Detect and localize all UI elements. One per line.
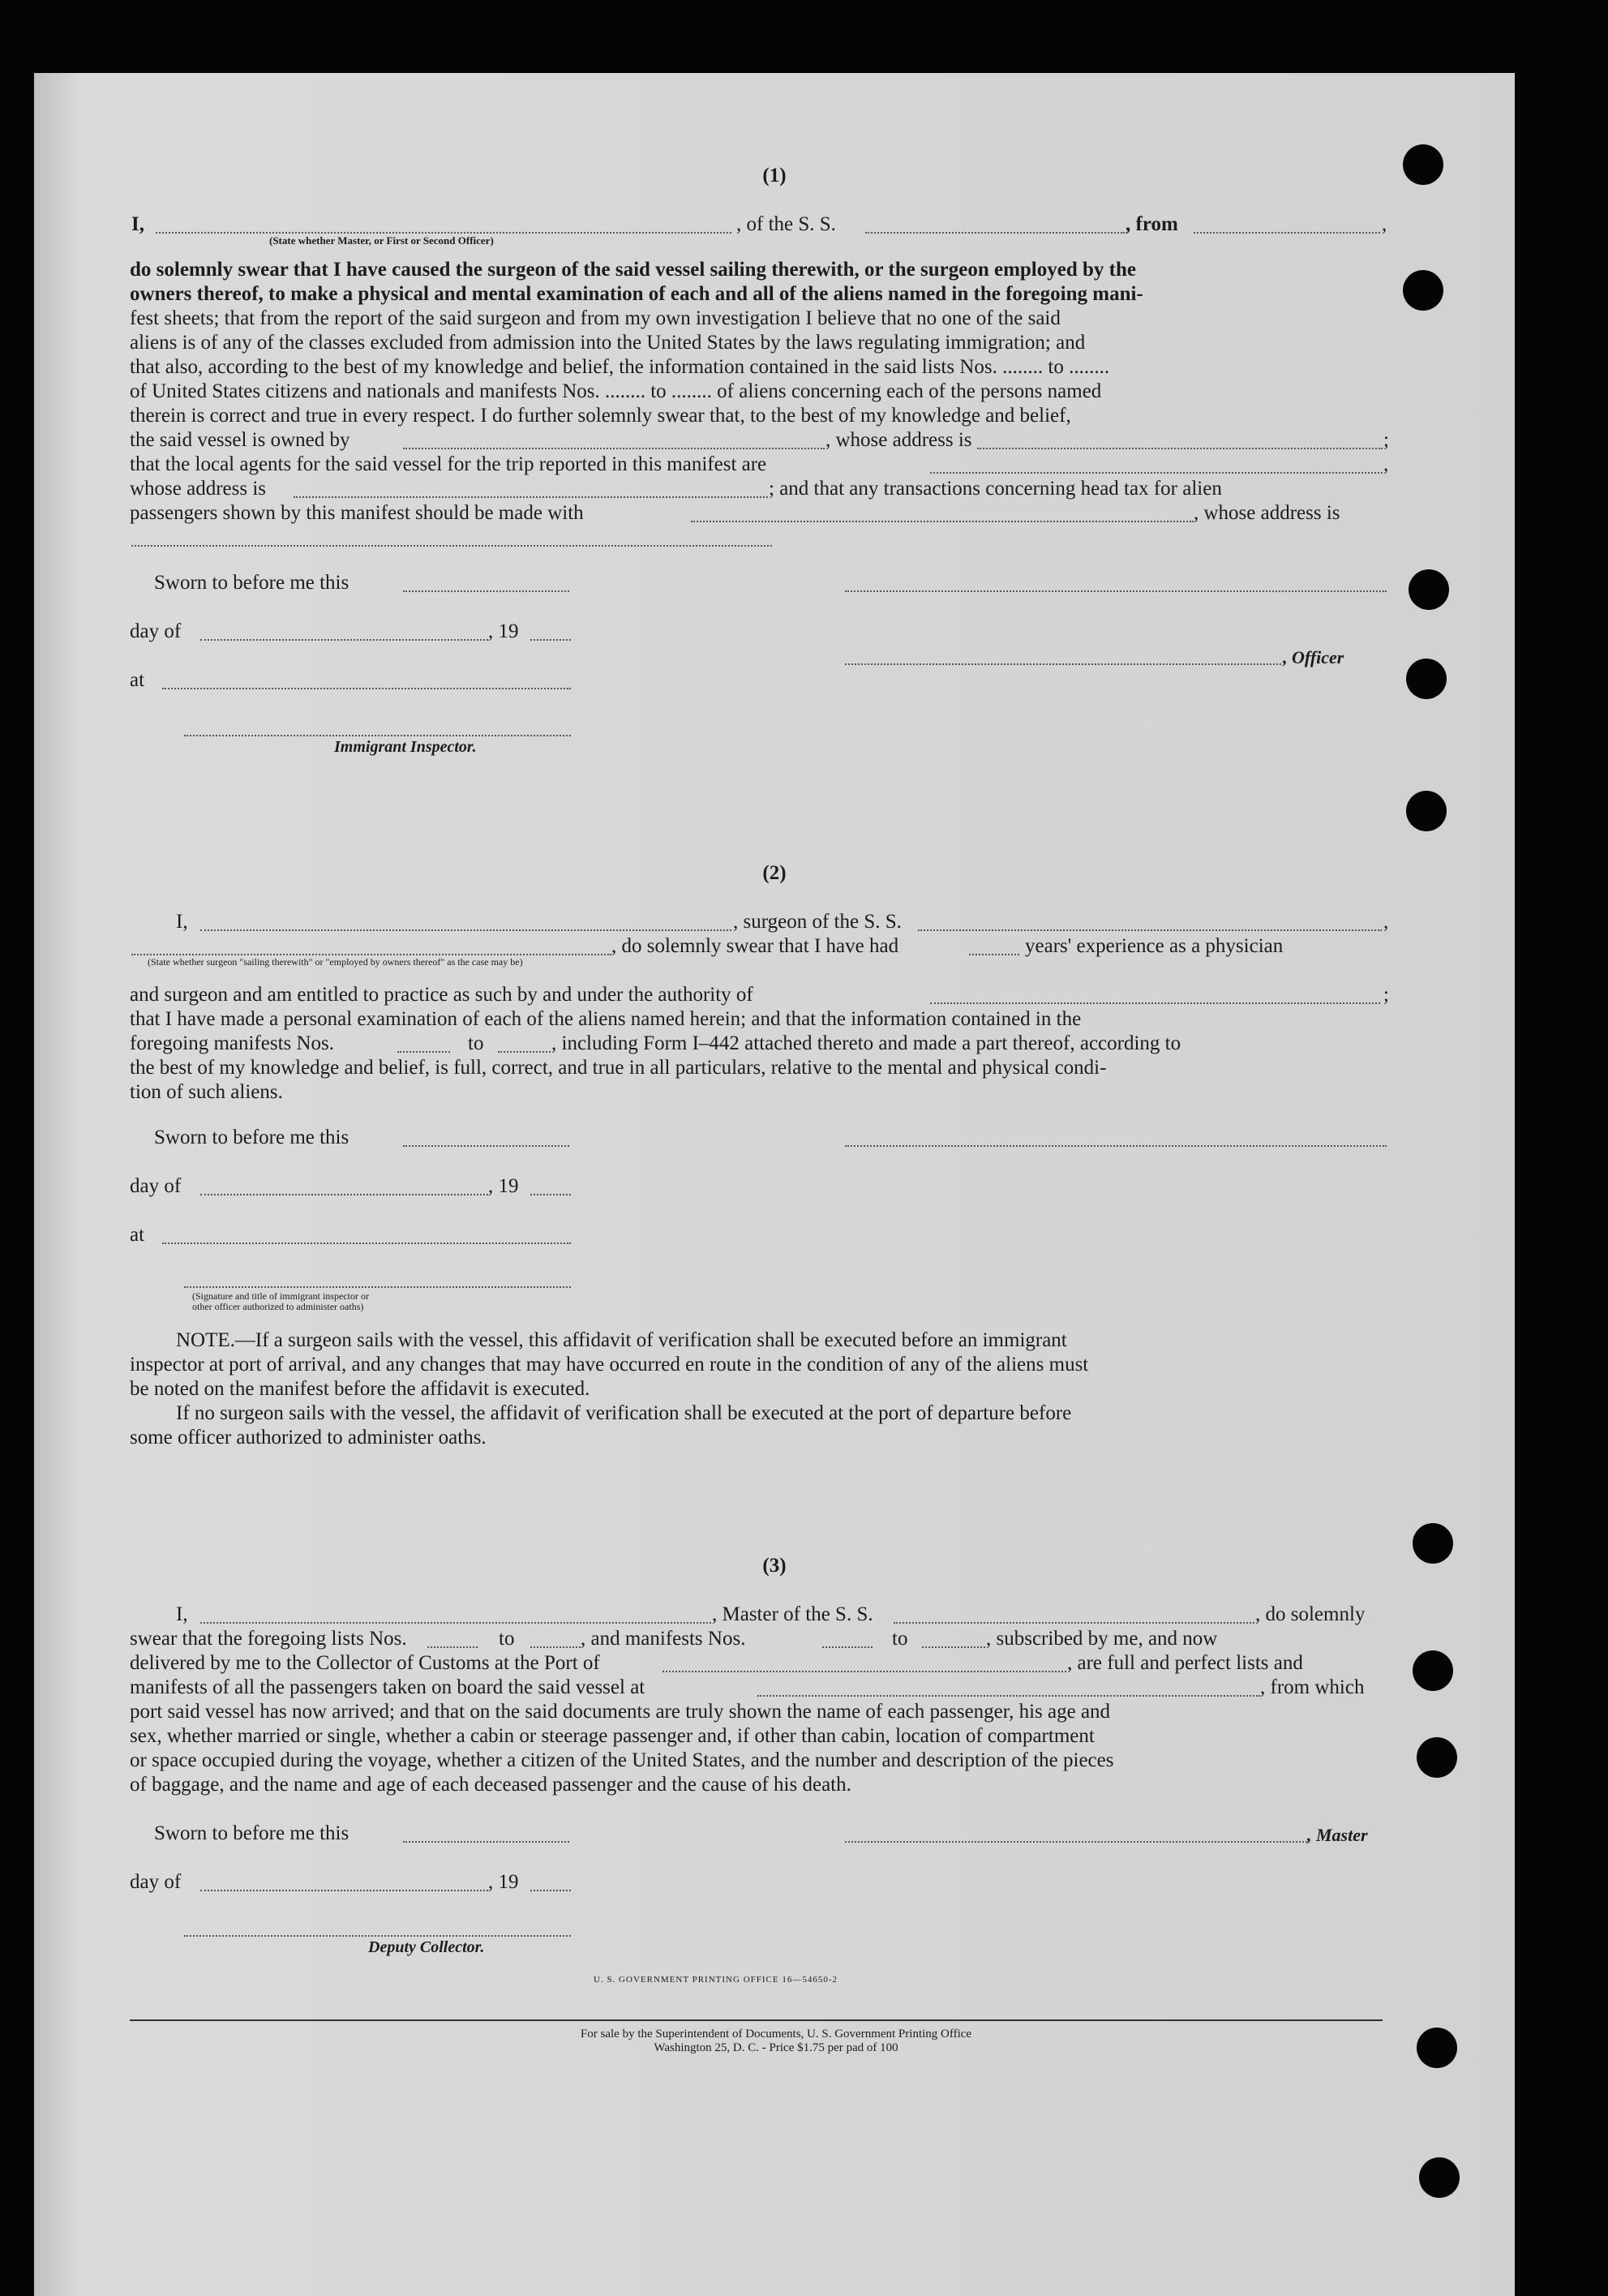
head-tax-address-label: , whose address is [1194, 502, 1340, 524]
officer-title-field[interactable] [845, 663, 1281, 665]
s2-physician-text: years' experience as a physician [1025, 935, 1284, 957]
section-2-heading: (2) [762, 862, 787, 884]
s1-month-field[interactable] [200, 639, 488, 641]
s3-manifests-label: , and manifests Nos. [581, 1628, 746, 1650]
s1-line: of United States citizens and nationals and manifests Nos. ........ to ........ of aliens concerning each of the persons named [130, 380, 1102, 402]
agents-address-field[interactable] [294, 496, 768, 498]
owner-address-field[interactable] [977, 448, 1383, 449]
s3-year-field[interactable] [530, 1890, 571, 1891]
sale-notice: Washington 25, D. C. - Price $1.75 per pad of 100 [654, 2041, 898, 2054]
s2-note: NOTE.—If a surgeon sails with the vessel, this affidavit of verification shall be executed before an immigrant [176, 1329, 1067, 1351]
s2-line: the best of my knowledge and belief, is full, correct, and true in all particulars, relative to the mental and physical condi- [130, 1057, 1107, 1079]
s1-of-ss: , of the S. S. [736, 213, 836, 235]
punch-hole [1406, 791, 1447, 831]
punch-hole [1403, 270, 1443, 311]
s1-line: fest sheets; that from the report of the said surgeon and from my own investigation I believe that no one of the said [130, 307, 1061, 329]
s2-month-field[interactable] [200, 1194, 488, 1195]
s1-comma: , [1382, 213, 1387, 235]
s2-form-text: , including Form I–442 attached thereto and made a part thereof, according to [551, 1032, 1181, 1054]
punch-hole [1417, 2028, 1457, 2068]
section-1-heading: (1) [762, 165, 787, 187]
head-tax-address-field[interactable] [131, 545, 772, 547]
s2-semicolon: ; [1383, 984, 1389, 1006]
s3-day-of-label: day of [130, 1871, 182, 1893]
officer-label: , Officer [1283, 647, 1344, 667]
section-3-heading: (3) [762, 1555, 787, 1577]
s3-year-label: , 19 [488, 1871, 519, 1893]
s2-note: be noted on the manifest before the affidavit is executed. [130, 1378, 590, 1400]
from-port-field[interactable] [1194, 232, 1380, 234]
s2-note: inspector at port of arrival, and any changes that may have occurred en route in the condition of any of the aliens must [130, 1354, 1089, 1375]
s2-to-label: to [468, 1032, 484, 1054]
s1-from: , from [1126, 213, 1178, 235]
s3-sworn-label: Sworn to before me this [154, 1822, 349, 1844]
s3-solemnly: , do solemnly [1255, 1603, 1366, 1625]
collector-signature-field[interactable] [184, 1935, 571, 1937]
s1-sworn-date-field[interactable] [403, 590, 569, 592]
s1-place-field[interactable] [162, 688, 571, 689]
s2-authority-label: and surgeon and am entitled to practice as such by and under the authority of [130, 984, 753, 1006]
inspector-label: Immigrant Inspector. [334, 738, 477, 756]
owner-address-label: , whose address is [825, 429, 972, 451]
s1-at-label: at [130, 669, 145, 691]
s3-manifests-from-field[interactable] [822, 1646, 873, 1648]
authority-field[interactable] [930, 1002, 1380, 1004]
head-tax-label: passengers shown by this manifest should be made with [130, 502, 584, 524]
owner-field[interactable] [403, 448, 825, 449]
s3-sworn-date-field[interactable] [403, 1841, 569, 1843]
surgeon-name-field[interactable] [200, 929, 731, 931]
head-tax-party-field[interactable] [691, 521, 1194, 522]
sale-notice: For sale by the Superintendent of Documents, U. S. Government Printing Office [580, 2028, 972, 2041]
punch-hole [1409, 569, 1449, 610]
s1-year-label: , 19 [488, 620, 519, 642]
s3-vessel-field[interactable] [894, 1622, 1254, 1624]
s2-surgeon-of-ss: , surgeon of the S. S. [733, 911, 902, 933]
s2-place-field[interactable] [162, 1242, 571, 1244]
master-signature-field[interactable] [845, 1841, 1307, 1843]
punch-hole [1413, 1650, 1453, 1691]
s2-note: If no surgeon sails with the vessel, the affidavit of verification shall be executed at the port of departure before [176, 1402, 1072, 1424]
surgeon-status-field[interactable] [131, 954, 611, 955]
owned-by-label: the said vessel is owned by [130, 429, 350, 451]
s3-lists-from-field[interactable] [427, 1646, 478, 1648]
s3-port-label: delivered by me to the Collector of Customs at the Port of [130, 1652, 600, 1674]
s1-line: that also, according to the best of my knowledge and belief, the information contained in the said lists Nos. ........ to ........ [130, 356, 1110, 378]
s2-inspector-signature-field[interactable] [184, 1286, 571, 1288]
s3-from-which: , from which [1260, 1676, 1365, 1698]
s1-comma2: , [1383, 453, 1389, 475]
s2-sig-note: other officer authorized to administer oaths) [192, 1301, 364, 1312]
s3-subscribed-text: , subscribed by me, and now [986, 1628, 1218, 1650]
punch-hole [1419, 2157, 1460, 2198]
s2-year-field[interactable] [530, 1194, 571, 1195]
s1-sworn-label: Sworn to before me this [154, 572, 349, 594]
s3-departure-port-field[interactable] [757, 1695, 1260, 1697]
s2-sworn-label: Sworn to before me this [154, 1127, 349, 1148]
s1-line: aliens is of any of the classes excluded from admission into the United States by the laws regulating immigration; and [130, 332, 1086, 354]
s1-line: therein is correct and true in every respect. I do further solemnly swear that, to the best of my knowledge and belief, [130, 405, 1071, 427]
s3-i: I, [176, 1603, 188, 1625]
s3-manifests-to-field[interactable] [922, 1646, 985, 1648]
punch-hole [1406, 659, 1447, 699]
inspector-signature-field[interactable] [184, 735, 571, 736]
s2-manifest-from-field[interactable] [397, 1051, 450, 1053]
s2-vessel-field[interactable] [918, 929, 1382, 931]
officer-signature-field[interactable] [845, 590, 1387, 592]
years-experience-field[interactable] [969, 954, 1019, 955]
punch-hole [1413, 1523, 1453, 1564]
surgeon-signature-field[interactable] [845, 1145, 1387, 1147]
s2-line: that I have made a personal examination of each of the aliens named herein; and that the information contained in the [130, 1008, 1082, 1030]
s2-manifest-to-field[interactable] [498, 1051, 551, 1053]
s2-sig-note: (Signature and title of immigrant inspector or [192, 1290, 369, 1302]
officer-rank-note: (State whether Master, or First or Second Officer) [269, 234, 494, 247]
s2-year-label: , 19 [488, 1175, 519, 1197]
agents-field[interactable] [930, 472, 1383, 474]
collector-label: Deputy Collector. [368, 1938, 485, 1956]
s3-line: of baggage, and the name and age of each deceased passenger and the cause of his death. [130, 1774, 851, 1796]
head-tax-text: ; and that any transactions concerning head tax for alien [769, 478, 1222, 500]
manifest-back-page [34, 73, 1515, 2296]
s2-sworn-date-field[interactable] [403, 1145, 569, 1147]
agents-label: that the local agents for the said vessel for the trip reported in this manifest are [130, 453, 767, 475]
s3-month-field[interactable] [200, 1890, 488, 1891]
s3-perfect-text: , are full and perfect lists and [1067, 1652, 1303, 1674]
surgeon-status-note: (State whether surgeon "sailing therewith" or "employed by owners thereof" as the case may be) [148, 956, 523, 968]
s2-day-of-label: day of [130, 1175, 182, 1197]
s3-line: port said vessel has now arrived; and that on the said documents are truly shown the name of each passenger, his age and [130, 1701, 1111, 1723]
s3-master-of-ss: , Master of the S. S. [712, 1603, 873, 1625]
s3-port-field[interactable] [662, 1671, 1066, 1672]
s3-lists-label: swear that the foregoing lists Nos. [130, 1628, 407, 1650]
agents-address-label: whose address is [130, 478, 267, 500]
s3-line: sex, whether married or single, whether a cabin or steerage passenger and, if other than cabin, location of compartment [130, 1725, 1095, 1747]
s2-at-label: at [130, 1224, 145, 1246]
vessel-name-field[interactable] [865, 232, 1125, 234]
s2-line: tion of such aliens. [130, 1081, 283, 1103]
s3-to-label: to [499, 1628, 515, 1650]
master-label: , Master [1307, 1825, 1368, 1845]
s1-line: do solemnly swear that I have caused the surgeon of the said vessel sailing therewith, or the surgeon employed by the [130, 259, 1136, 281]
s2-manifests-label: foregoing manifests Nos. [130, 1032, 335, 1054]
s3-vessel-at-label: manifests of all the passengers taken on board the said vessel at [130, 1676, 645, 1698]
s1-day-of-label: day of [130, 620, 182, 642]
gpo-imprint: U. S. GOVERNMENT PRINTING OFFICE 16—54650-2 [594, 1975, 838, 1985]
s3-line: or space occupied during the voyage, whether a citizen of the United States, and the number and description of the pieces [130, 1749, 1114, 1771]
s1-semicolon: ; [1383, 429, 1389, 451]
punch-hole [1403, 144, 1443, 185]
s1-year-field[interactable] [530, 639, 571, 641]
s2-comma: , [1383, 911, 1389, 933]
s2-note: some officer authorized to administer oaths. [130, 1427, 487, 1448]
s2-swear-text: , do solemnly swear that I have had [611, 935, 899, 957]
s1-i: I, [131, 213, 144, 235]
footer-rule [130, 2019, 1383, 2021]
master-name-field[interactable] [200, 1622, 711, 1624]
s3-lists-to-field[interactable] [530, 1646, 581, 1648]
s2-i: I, [176, 911, 188, 933]
officer-name-field[interactable] [156, 232, 731, 234]
punch-hole [1417, 1737, 1457, 1778]
s1-line: owners thereof, to make a physical and mental examination of each and all of the aliens named in the foregoing mani- [130, 283, 1143, 305]
s3-to-label: to [892, 1628, 908, 1650]
